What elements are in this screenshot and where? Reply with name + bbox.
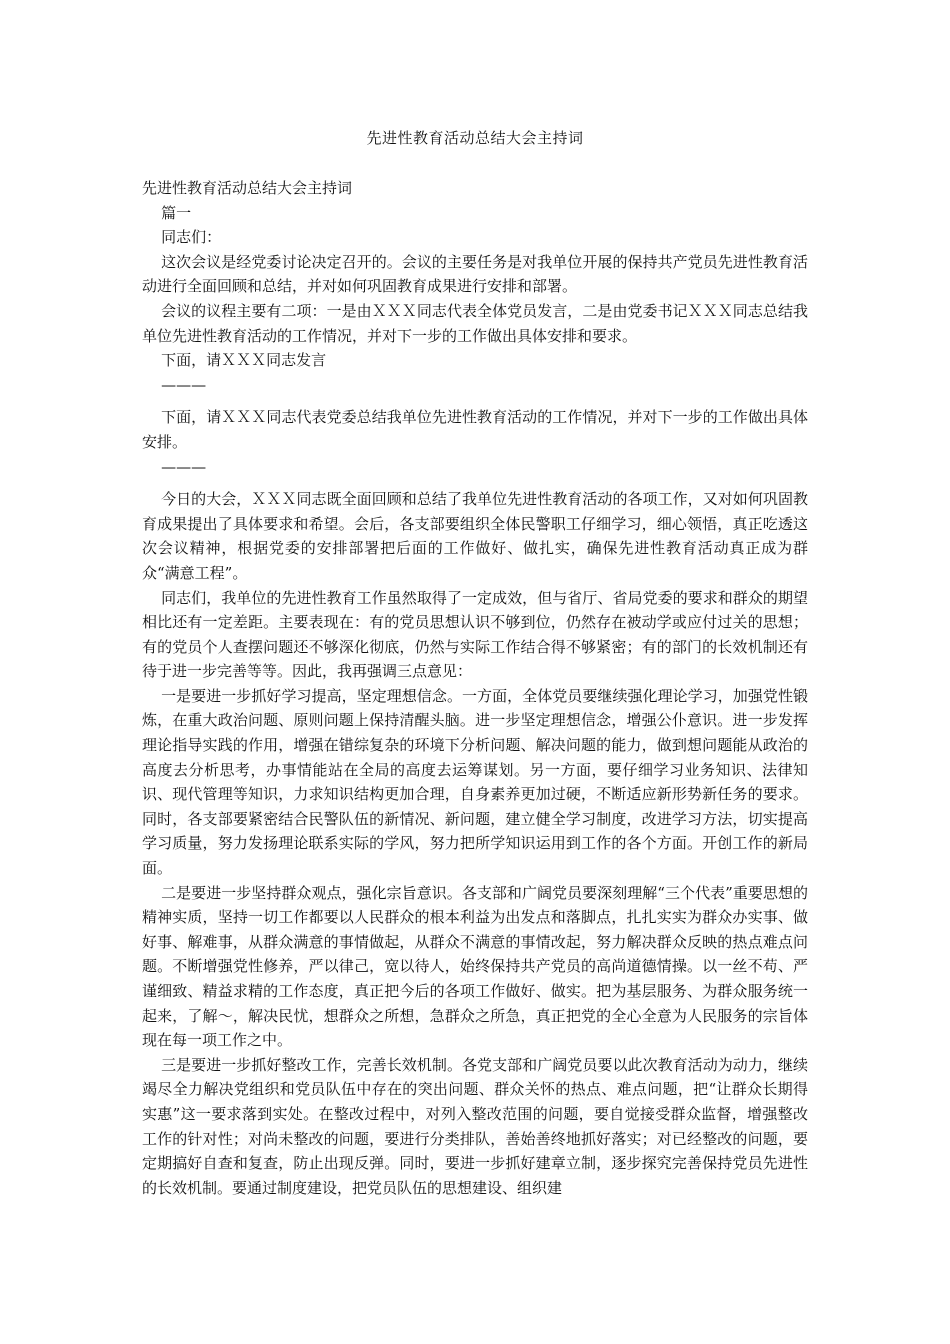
paragraph: 下面，请ＸＸＸ同志代表党委总结我单位先进性教育活动的工作情况，并对下一步的工作做出具体安排。	[142, 408, 808, 451]
paragraph: 二是要进一步坚持群众观点，强化宗旨意识。各支部和广阔党员要深刻理解“三个代表”重要思想的精神实质，坚持一切工作都要以人民群众的根本利益为出发点和落脚点，扎扎实实为群众办实事、做好事、解难事，从群众满意的事情做起，从群众不满意的事情改起，努力解决群众反映的热点难点问题。不断增强党性修养，严以律己，宽以待人，始终保持共产党员的高尚道德情操。以一丝不苟、严谨细致、精益求精的工作态度，真正把今后的各项工作做好、做实。把为基层服务、为群众服务统一起来，了解～，解决民忧，想群众之所想，急群众之所急，真正把党的全心全意为人民服务的宗旨体现在每一项工作之中。	[142, 883, 808, 1050]
paragraph: 同志们，我单位的先进性教育工作虽然取得了一定成效，但与省厅、省局党委的要求和群众的期望相比还有一定差距。主要表现在：有的党员思想认识不够到位，仍然存在被动学或应付过关的思想；有的党员个人查摆问题还不够深化彻底，仍然与实际工作结合得不够紧密；有的部门的长效机制还有待于进一步完善等等。因此，我再强调三点意见：	[142, 588, 808, 681]
paragraph: 三是要进一步抓好整改工作，完善长效机制。各党支部和广阔党员要以此次教育活动为动力，继续竭尽全力解决党组织和党员队伍中存在的突出问题、群众关怀的热点、难点问题，把“让群众长期得实惠”这一要求落到实处。在整改过程中，对列入整改范围的问题，要自觉接受群众监督，增强整改工作的针对性；对尚未整改的问题，要进行分类排队，善始善终地抓好落实；对已经整改的问题，要定期搞好自查和复查，防止出现反弹。同时，要进一步抓好建章立制，逐步探究完善保持党员先进性的长效机制。要通过制度建设，把党员队伍的思想建设、组织建	[142, 1055, 808, 1197]
section-label: 篇一	[161, 203, 192, 222]
page-title: 先进性教育活动总结大会主持词	[366, 129, 584, 147]
paragraph: 这次会议是经党委讨论决定召开的。会议的主要任务是对我单位开展的保持共产党员先进性教育活动进行全面回顾和总结，并对如何巩固教育成果进行安排和部署。	[142, 252, 808, 296]
paragraph: 会议的议程主要有二项：一是由ＸＸＸ同志代表全体党员发言，二是由党委书记ＸＸＸ同志总结我单位先进性教育活动的工作情况，并对下一步的工作做出具体安排和要求。	[142, 301, 808, 345]
paragraph: 一是要进一步抓好学习提高，坚定理想信念。一方面，全体党员要继续强化理论学习，加强党性锻炼，在重大政治问题、原则问题上保持清醒头脑。进一步坚定理想信念，增强公仆意识。进一步发挥理论指导实践的作用，增强在错综复杂的环境下分析问题、解决问题的能力，做到想问题能从政治的高度去分析思考，办事情能站在全局的高度去运筹谋划。另一方面，要仔细学习业务知识、法律知识、现代管理等知识，力求知识结构更加合理，自身素养更加过硬，不断适应新形势新任务的要求。同时，各支部要紧密结合民警队伍的新情况、新问题，建立健全学习制度，改进学习方法，切实提高学习质量，努力发扬理论联系实际的学风，努力把所学知识运用到工作的各个方面。开创工作的新局面。	[142, 686, 808, 878]
salutation: 同志们：	[161, 228, 222, 247]
body-heading: 先进性教育活动总结大会主持词	[142, 179, 353, 197]
paragraph: 下面，请ＸＸＸ同志发言	[161, 351, 327, 370]
dash-separator: ———	[161, 457, 207, 476]
document-body	[142, 176, 808, 1200]
dash-separator: ———	[161, 375, 207, 394]
paragraph: 今日的大会，ＸＸＸ同志既全面回顾和总结了我单位先进性教育活动的各项工作，又对如何巩固教育成果提出了具体要求和希望。会后，各支部要组织全体民警职工仔细学习，细心领悟，真正吃透这次会议精神，根据党委的安排部署把后面的工作做好、做扎实，确保先进性教育活动真正成为群众“满意工程”。	[142, 490, 808, 582]
